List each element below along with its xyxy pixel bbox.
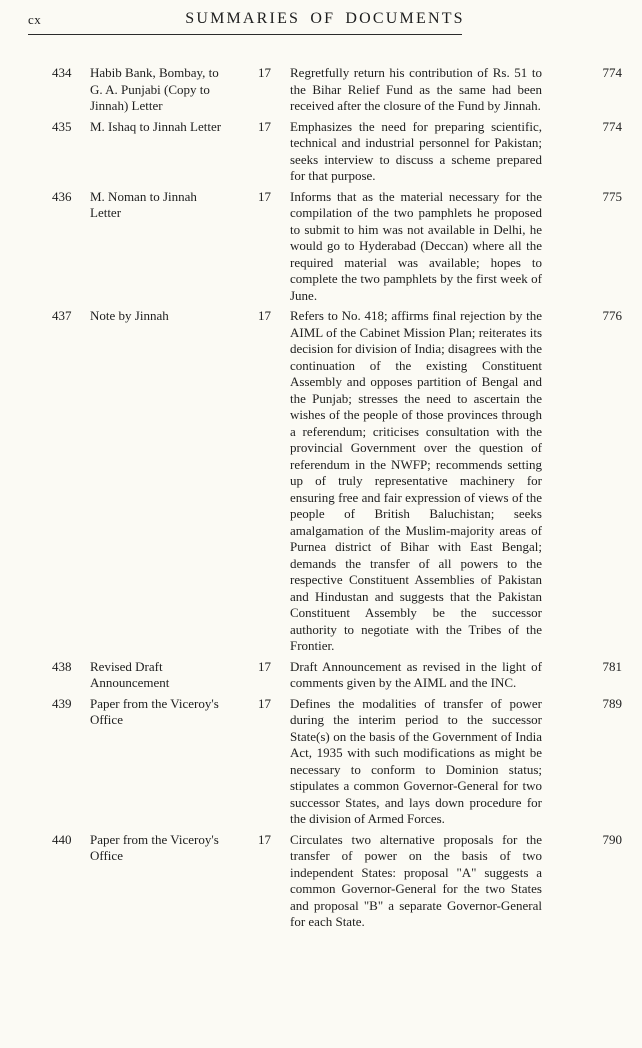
entry-title: Note by Jinnah — [90, 308, 169, 323]
page-header — [28, 8, 622, 30]
entry-date: 17 — [258, 188, 271, 204]
entry-title: M. Ishaq to Jinnah Letter — [90, 118, 222, 134]
entry-page-number: 775 — [602, 188, 622, 204]
entry-page-number: 774 — [602, 118, 622, 134]
entry-number: 439 — [52, 695, 72, 711]
entry-number: 434 — [52, 65, 72, 80]
entry-title: Habib Bank, Bombay, to G. A. Punjabi (Copy to Jinnah) Letter — [90, 65, 219, 113]
entry-page-number: 781 — [602, 658, 622, 674]
entry-page-number: 790 — [602, 831, 622, 847]
entry-summary: Circulates two alternative proposals for the transfer of power on the basis of two independent States: proposal "A" suggests a common Governor-General for the two States and proposal "B" a separate Governor-General for each State. — [290, 831, 542, 929]
entry-row — [28, 65, 622, 115]
entry-date: 17 — [258, 831, 271, 847]
entry-date: 17 — [258, 308, 271, 323]
entry-title: M. Noman to Jinnah Letter — [90, 188, 197, 220]
entry-summary: Refers to No. 418; affirms final rejection by the AIML of the Cabinet Mission Plan; reiterates its decision for division of India; disagrees with the continuation of the existing Constituent Assembly and opposes partition of Bengal and the Punjab; stresses the need to ascertain the wishes of the people of those provinces through a referendum; criticises consultation with the provincial Government over the question of referendum in the NWFP; recommends setting up of truly representative machinery for ensuring free and fair expression of views of the people of British Baluchistan; seeks amalgamation of the Muslim-majority areas of Purnea district of Bihar with East Bengal; demands the transfer of all powers to the respective Constituent Assemblies of Pakistan and Hindustan and suggests that the Pakistan Constituent Assembly be the successor authority to negotiate with the Tribes of the Frontier. — [290, 308, 542, 653]
entry-title: Paper from the Viceroy's Office — [90, 831, 219, 863]
entry-summary: Defines the modalities of transfer of power during the interim period to the successor State(s) on the basis of the Government of India Act, 1935 with such modifications as might be necessary to conform to Dominion status; stipulates a common Governor-General for two successor States, and lays down procedure for the division of Armed Forces. — [290, 695, 542, 826]
entry-summary: Regretfully return his contribution of Rs. 51 to the Bihar Relief Fund as the same had been received after the closure of the Fund by Jinnah. — [290, 65, 542, 113]
header-rule — [28, 34, 462, 35]
entry-page-number: 774 — [602, 65, 622, 80]
entry-number: 436 — [52, 188, 72, 204]
entry-number: 438 — [52, 658, 72, 674]
entry-date: 17 — [258, 658, 271, 674]
entry-summary: Informs that as the material necessary for the compilation of the two pamphlets he proposed to submit to him was not available in Delhi, he would go to Hyderabad (Deccan) where all the required material was available; hopes to complete the two pamphlets by the first week of June. — [290, 188, 542, 303]
entry-row — [28, 832, 622, 931]
entry-date: 17 — [258, 65, 271, 80]
entry-date: 17 — [258, 118, 271, 134]
entry-page-number: 776 — [602, 308, 622, 323]
entry-row — [28, 119, 622, 185]
entry-title: Paper from the Viceroy's Office — [90, 695, 219, 727]
entry-row — [28, 308, 622, 655]
entry-summary: Emphasizes the need for preparing scientific, technical and industrial personnel for Pakistan; seeks interview to discuss a scheme prepared for that purpose. — [290, 118, 542, 183]
entries-list — [28, 65, 622, 931]
page-title: SUMMARIES OF DOCUMENTS — [185, 10, 465, 27]
entry-number: 435 — [52, 118, 72, 134]
folio-number: cx — [28, 12, 42, 27]
entry-row — [28, 696, 622, 828]
entry-page-number: 789 — [602, 695, 622, 711]
entry-summary: Draft Announcement as revised in the light of comments given by the AIML and the INC. — [290, 658, 542, 690]
entry-number: 440 — [52, 831, 72, 847]
entry-row — [28, 189, 622, 305]
entry-number: 437 — [52, 308, 72, 323]
entry-date: 17 — [258, 695, 271, 711]
entry-row — [28, 659, 622, 692]
entry-title: Revised Draft Announcement — [90, 658, 170, 690]
